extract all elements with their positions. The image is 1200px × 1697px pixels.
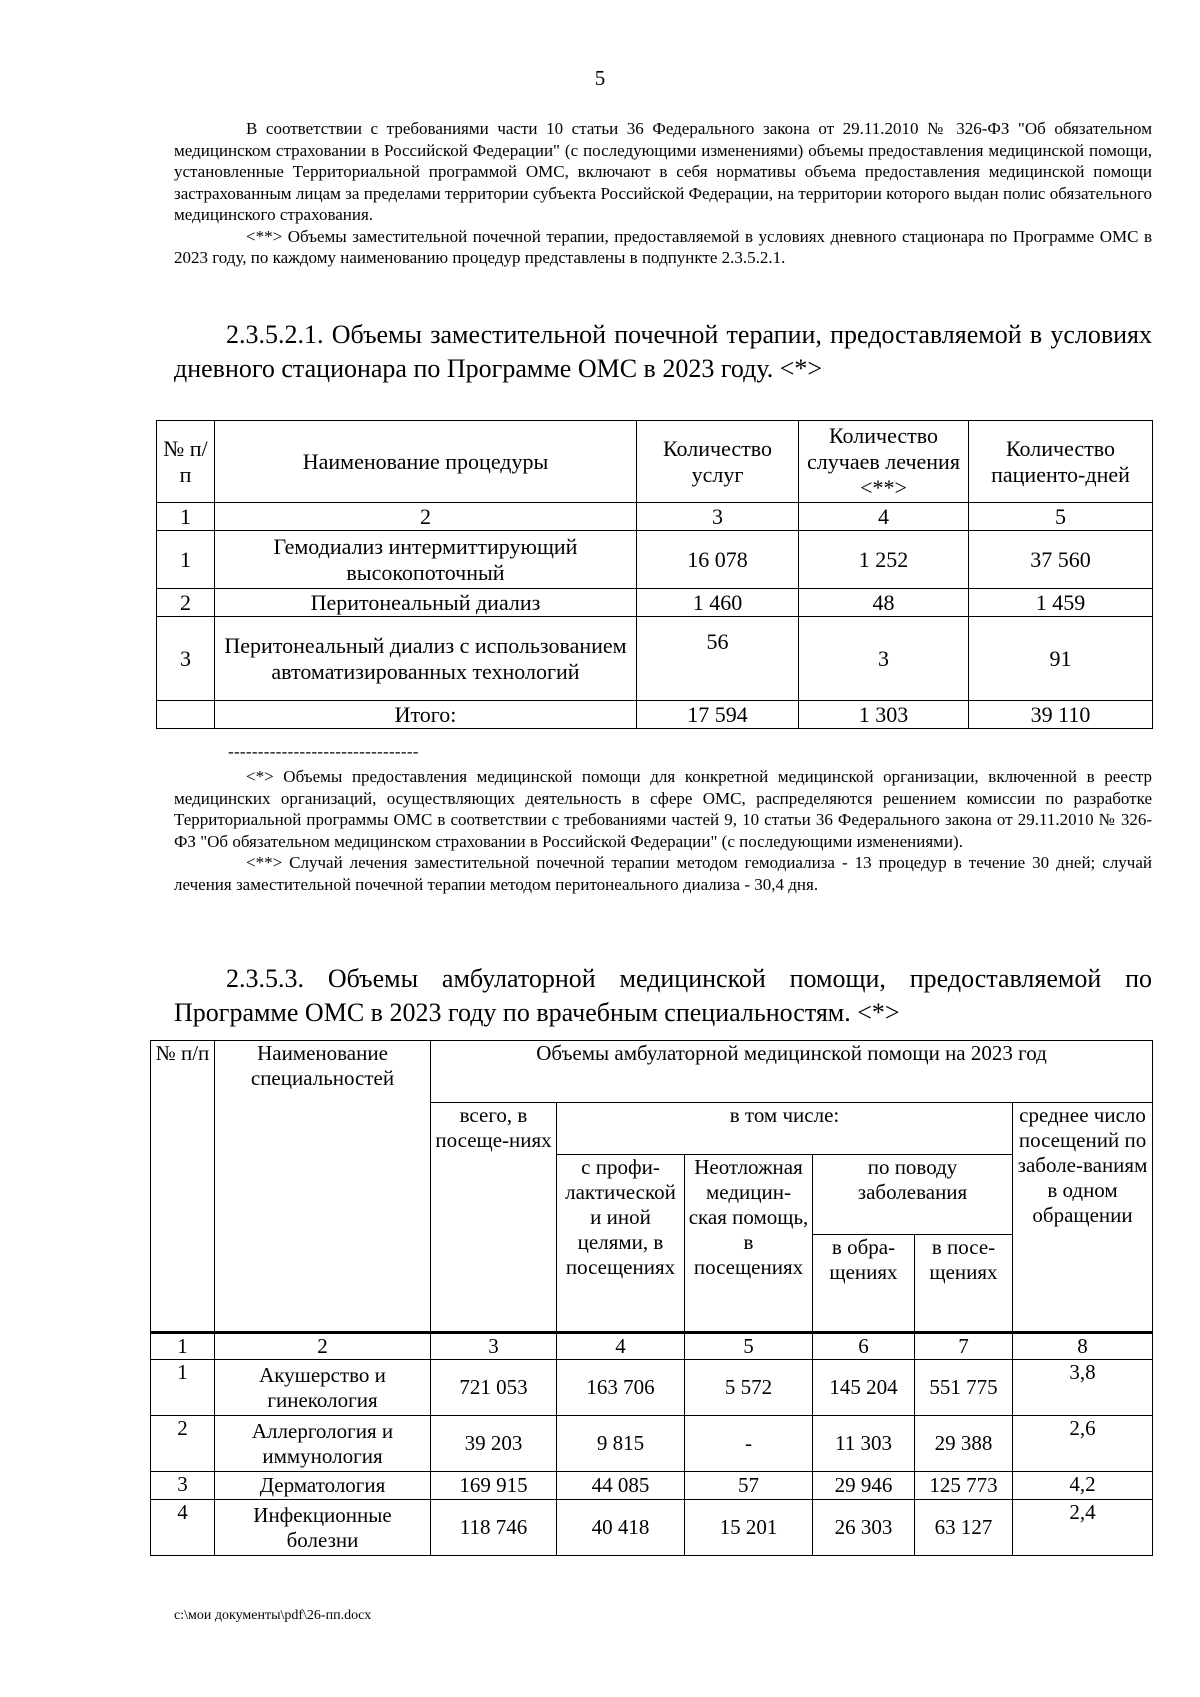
row-days: 37 560 xyxy=(969,531,1153,589)
row-specialty: Инфекционные болезни xyxy=(215,1500,431,1556)
row-average: 4,2 xyxy=(1013,1472,1153,1500)
row-services: 56 xyxy=(637,617,799,701)
row-specialty: Дерматология xyxy=(215,1472,431,1500)
column-number: 7 xyxy=(915,1333,1013,1360)
row-prophylactic: 44 085 xyxy=(557,1472,685,1500)
row-cases: 3 xyxy=(799,617,969,701)
table-row xyxy=(157,617,1153,701)
row-visits: 63 127 xyxy=(915,1500,1013,1556)
row-procedure: Гемодиализ интермиттирующий высокопоточный xyxy=(215,531,637,589)
column-number: 4 xyxy=(799,503,969,531)
row-emergency: 15 201 xyxy=(685,1500,813,1556)
header-disease: по поводу заболевания xyxy=(813,1155,1013,1235)
header-cases: Количество случаев лечения <**> xyxy=(799,421,969,503)
row-visits: 125 773 xyxy=(915,1472,1013,1500)
row-total: 39 203 xyxy=(431,1416,557,1472)
row-total: 118 746 xyxy=(431,1500,557,1556)
header-prophylactic: с профи-лактической и иной целями, в посещениях xyxy=(557,1155,685,1333)
section1-footnotes xyxy=(174,766,1152,895)
total-empty xyxy=(157,701,215,729)
row-appeals: 145 204 xyxy=(813,1360,915,1416)
header-volumes: Объемы амбулаторной медицинской помощи на 2023 год xyxy=(431,1041,1153,1103)
row-specialty: Акушерство и гинекология xyxy=(215,1360,431,1416)
row-num: 1 xyxy=(151,1360,215,1416)
total-label: Итого: xyxy=(215,701,637,729)
header-visits: в посе-щениях xyxy=(915,1235,1013,1333)
column-number: 6 xyxy=(813,1333,915,1360)
row-services: 1 460 xyxy=(637,589,799,617)
table-row xyxy=(157,531,1153,589)
row-cases: 48 xyxy=(799,589,969,617)
column-number: 4 xyxy=(557,1333,685,1360)
column-number: 8 xyxy=(1013,1333,1153,1360)
row-num: 3 xyxy=(151,1472,215,1500)
row-procedure: Перитонеальный диализ с использованием автоматизированных технологий xyxy=(215,617,637,701)
column-number: 2 xyxy=(215,503,637,531)
column-number: 3 xyxy=(637,503,799,531)
row-num: 1 xyxy=(157,531,215,589)
column-number: 3 xyxy=(431,1333,557,1360)
header-total-visits: всего, в посеще-ниях xyxy=(431,1103,557,1333)
section-heading-2-3-5-3: 2.3.5.3. Объемы амбулаторной медицинской помощи, предоставляемой по Программе ОМС в 2023 году по врачебным специальностям. <*> xyxy=(174,964,1152,1027)
total-days: 39 110 xyxy=(969,701,1153,729)
footnote-separator: -------------------------------- xyxy=(228,742,419,761)
section-heading-2-3-5-2-1: 2.3.5.2.1. Объемы заместительной почечной терапии, предоставляемой в условиях дневного стационара по Программе ОМС в 2023 году. <*> xyxy=(174,320,1152,383)
row-emergency: 5 572 xyxy=(685,1360,813,1416)
row-emergency: - xyxy=(685,1416,813,1472)
row-total: 169 915 xyxy=(431,1472,557,1500)
row-appeals: 26 303 xyxy=(813,1500,915,1556)
row-average: 3,8 xyxy=(1013,1360,1153,1416)
row-average: 2,4 xyxy=(1013,1500,1153,1556)
intro-footnote-ref: <**> Объемы заместительной почечной терапии, предоставляемой в условиях дневного стационара по Программе ОМС в 2023 году, по каждому наименованию процедур представлены в подпункте 2.3.5.2.1. xyxy=(174,226,1152,267)
table-row xyxy=(157,589,1153,617)
header-services: Количество услуг xyxy=(637,421,799,503)
row-num: 4 xyxy=(151,1500,215,1556)
row-average: 2,6 xyxy=(1013,1416,1153,1472)
total-row xyxy=(157,701,1153,729)
row-prophylactic: 163 706 xyxy=(557,1360,685,1416)
column-number: 1 xyxy=(157,503,215,531)
header-appeals: в обра-щениях xyxy=(813,1235,915,1333)
column-numbering-row xyxy=(157,503,1153,531)
total-cases: 1 303 xyxy=(799,701,969,729)
row-num: 2 xyxy=(151,1416,215,1472)
row-num: 3 xyxy=(157,617,215,701)
header-average: среднее число посещений по заболе-ваниям в одном обращении xyxy=(1013,1103,1153,1333)
column-numbering-row xyxy=(151,1333,1153,1360)
column-number: 5 xyxy=(685,1333,813,1360)
header-num: № п/п xyxy=(151,1041,215,1333)
table-row xyxy=(151,1472,1153,1500)
row-prophylactic: 40 418 xyxy=(557,1500,685,1556)
row-emergency: 57 xyxy=(685,1472,813,1500)
header-procedure: Наименование процедуры xyxy=(215,421,637,503)
column-number: 2 xyxy=(215,1333,431,1360)
column-number: 1 xyxy=(151,1333,215,1360)
page-number: 5 xyxy=(594,66,606,90)
table-row xyxy=(151,1500,1153,1556)
row-specialty: Аллергология и иммунология xyxy=(215,1416,431,1472)
header-including: в том числе: xyxy=(557,1103,1013,1155)
column-number: 5 xyxy=(969,503,1153,531)
row-procedure: Перитонеальный диализ xyxy=(215,589,637,617)
header-num: № п/п xyxy=(157,421,215,503)
row-appeals: 11 303 xyxy=(813,1416,915,1472)
footnote-2: <**> Случай лечения заместительной почечной терапии методом гемодиализа - 13 процедур в течение 30 дней; случай лечения заместительной почечной терапии методом перитонеального диализа - 30,4 дня. xyxy=(174,853,1152,894)
row-prophylactic: 9 815 xyxy=(557,1416,685,1472)
row-days: 1 459 xyxy=(969,589,1153,617)
row-visits: 29 388 xyxy=(915,1416,1013,1472)
row-services: 16 078 xyxy=(637,531,799,589)
intro-section xyxy=(174,118,1152,269)
row-total: 721 053 xyxy=(431,1360,557,1416)
header-specialty: Наименование специальностей xyxy=(215,1041,431,1333)
row-visits: 551 775 xyxy=(915,1360,1013,1416)
row-days: 91 xyxy=(969,617,1153,701)
dialysis-volumes-table xyxy=(156,420,1153,729)
row-appeals: 29 946 xyxy=(813,1472,915,1500)
table-header-row xyxy=(157,421,1153,503)
header-emergency: Неотложная медицин-ская помощь, в посещениях xyxy=(685,1155,813,1333)
intro-paragraph: В соответствии с требованиями части 10 статьи 36 Федерального закона от 29.11.2010 № 326-ФЗ "Об обязательном медицинском страховании в Российской Федерации" (с последующими изменениями) объемы предоставления медицинской помощи, установленные Территориальной программой ОМС, включают в себя нормативы объема предоставления медицинской помощи застрахованным лицам за пределами территории субъекта Российской Федерации, на территории которого выдан полис обязательного медицинского страхования. xyxy=(174,119,1152,224)
footer-file-path: c:\мои документы\pdf\26-пп.docx xyxy=(174,1608,372,1623)
table-header-row xyxy=(151,1041,1153,1103)
row-cases: 1 252 xyxy=(799,531,969,589)
row-num: 2 xyxy=(157,589,215,617)
table-row xyxy=(151,1416,1153,1472)
header-patient-days: Количество пациенто-дней xyxy=(969,421,1153,503)
total-services: 17 594 xyxy=(637,701,799,729)
footnote-1: <*> Объемы предоставления медицинской помощи для конкретной медицинской организации, включенной в реестр медицинских организаций, осуществляющих деятельность в сфере ОМС, распределяются решением комиссии по разработке Территориальной программы ОМС в соответствии с требованиями частей 9, 10 статьи 36 Федерального закона от 29.11.2010 № 326-ФЗ "Об обязательном медицинском страховании в Российской Федерации" (с последующими изменениями). xyxy=(174,767,1152,851)
table-row xyxy=(151,1360,1153,1416)
outpatient-volumes-table xyxy=(150,1040,1153,1556)
